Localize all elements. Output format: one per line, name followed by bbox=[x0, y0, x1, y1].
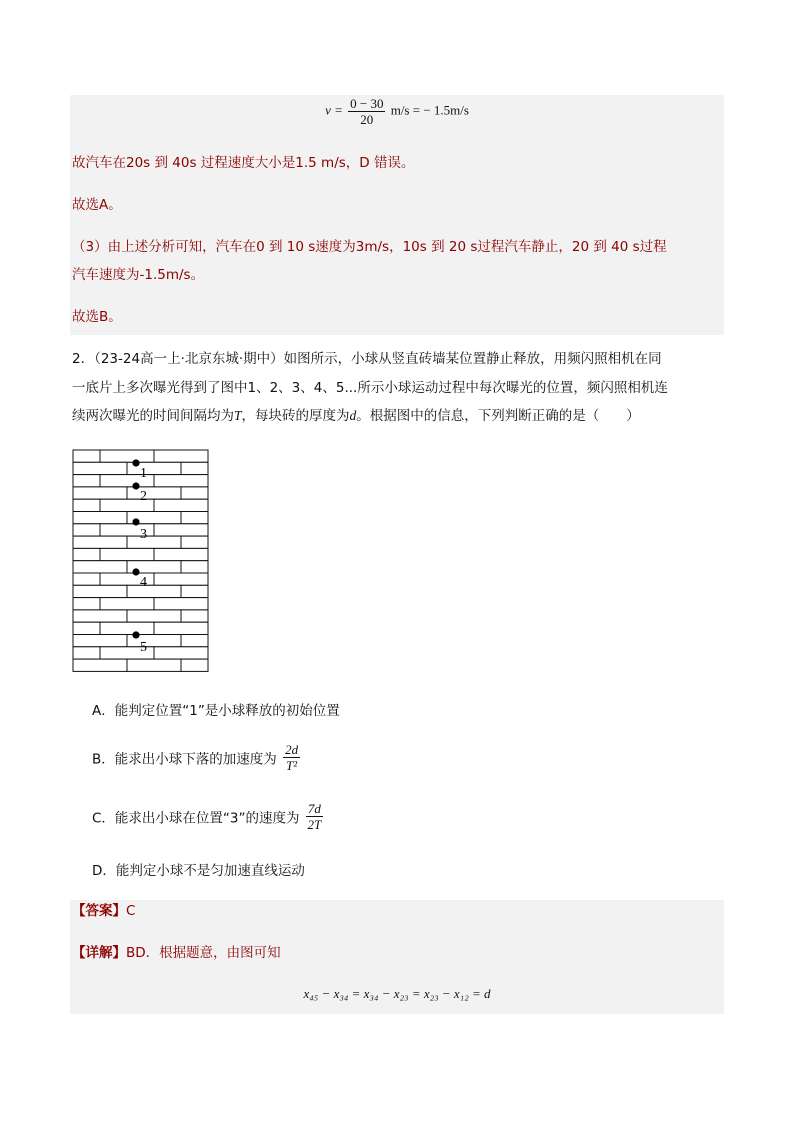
option-a: A．能判定位置“1”是小球释放的初始位置 bbox=[92, 703, 340, 719]
brick bbox=[73, 622, 100, 634]
option-b bbox=[92, 742, 302, 773]
eq-rhs: m/s = − 1.5m/s bbox=[390, 102, 469, 118]
question-stem-line3 bbox=[72, 406, 640, 426]
brick bbox=[154, 647, 208, 659]
brick bbox=[181, 512, 208, 524]
question-number: 2． bbox=[72, 351, 95, 367]
brick bbox=[127, 585, 181, 597]
choose-b: 故选B。 bbox=[72, 309, 122, 325]
solution-block-top bbox=[70, 95, 724, 335]
brick-wall-figure bbox=[72, 449, 212, 679]
answer-line bbox=[72, 901, 135, 921]
ball-position-5 bbox=[132, 631, 139, 638]
brick bbox=[100, 598, 154, 610]
brick bbox=[73, 635, 127, 647]
brick bbox=[73, 487, 127, 499]
brick bbox=[181, 659, 208, 671]
answer-label: 【答案】 bbox=[72, 903, 126, 919]
part3-line1: （3）由上述分析可知，汽车在0 到 10 s速度为3m/s，10s 到 20 s过程汽车静止，20 到 40 s过程 bbox=[72, 239, 667, 255]
brick bbox=[154, 524, 208, 536]
brick bbox=[73, 647, 100, 659]
brick bbox=[100, 622, 154, 634]
ball-position-4 bbox=[132, 568, 139, 575]
brick bbox=[100, 548, 154, 560]
brick bbox=[73, 475, 100, 487]
brick bbox=[181, 610, 208, 622]
position-label-5: 5 bbox=[140, 640, 147, 655]
var-d: d bbox=[349, 408, 357, 423]
question-source: （23-24高一上·北京东城·期中） bbox=[94, 351, 284, 367]
brick bbox=[73, 659, 127, 671]
eq-numerator: 0 − 30 bbox=[350, 96, 384, 111]
ball-position-1 bbox=[132, 459, 139, 466]
brick bbox=[100, 450, 154, 462]
option-b-num: 2d bbox=[285, 742, 299, 757]
brick bbox=[73, 536, 127, 548]
part3-line2: 汽车速度为-1.5m/s。 bbox=[72, 267, 205, 283]
position-label-4: 4 bbox=[140, 575, 147, 590]
brick bbox=[181, 585, 208, 597]
brick bbox=[73, 462, 127, 474]
choose-a: 故选A。 bbox=[72, 197, 122, 213]
eq-denominator: 20 bbox=[360, 112, 374, 127]
brick bbox=[154, 499, 208, 511]
option-c-den: 2T bbox=[307, 817, 322, 832]
detail-label: 【详解】 bbox=[72, 945, 126, 961]
option-b-fraction bbox=[283, 742, 300, 773]
brick bbox=[73, 610, 127, 622]
brick bbox=[154, 622, 208, 634]
brick bbox=[154, 475, 208, 487]
brick bbox=[73, 585, 127, 597]
option-c-fraction bbox=[306, 801, 323, 832]
position-label-2: 2 bbox=[140, 489, 147, 504]
brick bbox=[181, 536, 208, 548]
brick bbox=[181, 635, 208, 647]
brick bbox=[127, 659, 181, 671]
brick bbox=[73, 548, 100, 560]
brick bbox=[154, 450, 208, 462]
option-c-text: C．能求出小球在位置“3”的速度为 bbox=[92, 810, 300, 827]
answer-value: C bbox=[126, 903, 136, 919]
stem-text-1: 如图所示，小球从竖直砖墙某位置静止释放，用频闪照相机在同 bbox=[283, 351, 662, 367]
brick bbox=[181, 487, 208, 499]
brick bbox=[73, 598, 100, 610]
difference-equation-text: x₄₅ − x₃₄ = x₃₄ − x₂₃ = x₂₃ − x₁₂ = d bbox=[303, 986, 491, 1001]
ball-position-2 bbox=[132, 482, 139, 489]
option-c bbox=[92, 801, 325, 832]
question-stem-line2: 一底片上多次曝光得到了图中1、2、3、4、5...所示小球运动过程中每次曝光的位置，频闪照相机连 bbox=[72, 380, 668, 396]
brick bbox=[73, 450, 100, 462]
difference-equation bbox=[70, 986, 724, 1002]
option-b-den: T² bbox=[285, 758, 298, 773]
option-c-num: 7d bbox=[307, 801, 321, 816]
position-label-3: 3 bbox=[140, 527, 147, 542]
brick bbox=[127, 536, 181, 548]
brick bbox=[154, 598, 208, 610]
brick bbox=[154, 573, 208, 585]
option-d: D．能判定小球不是匀加速直线运动 bbox=[92, 863, 305, 879]
eq-fraction bbox=[348, 96, 385, 127]
brick bbox=[73, 524, 100, 536]
brick-wall bbox=[73, 450, 208, 671]
option-b-text: B．能求出小球下落的加速度为 bbox=[92, 751, 277, 768]
brick bbox=[73, 561, 127, 573]
brick bbox=[73, 512, 127, 524]
brick bbox=[181, 462, 208, 474]
question-stem-line1 bbox=[72, 349, 662, 369]
stem-text-3c: 。根据图中的信息，下列判断正确的是（ ） bbox=[356, 408, 640, 424]
stem-text-3a: 续两次曝光的时间间隔均为 bbox=[72, 408, 234, 424]
stem-text-3b: ，每块砖的厚度为 bbox=[241, 408, 350, 424]
brick bbox=[73, 499, 100, 511]
brick bbox=[73, 573, 100, 585]
detail-line bbox=[72, 943, 281, 963]
brick bbox=[181, 561, 208, 573]
conclusion-d: 故汽车在20s 到 40s 过程速度大小是1.5 m/s，D 错误。 bbox=[72, 155, 415, 171]
position-label-1: 1 bbox=[140, 466, 147, 481]
eq-lhs: v = bbox=[325, 102, 343, 118]
velocity-equation bbox=[70, 96, 724, 127]
brick bbox=[154, 548, 208, 560]
detail-text: BD．根据题意，由图可知 bbox=[126, 945, 281, 961]
brick bbox=[127, 610, 181, 622]
var-T: T bbox=[234, 408, 242, 423]
ball-position-3 bbox=[132, 518, 139, 525]
